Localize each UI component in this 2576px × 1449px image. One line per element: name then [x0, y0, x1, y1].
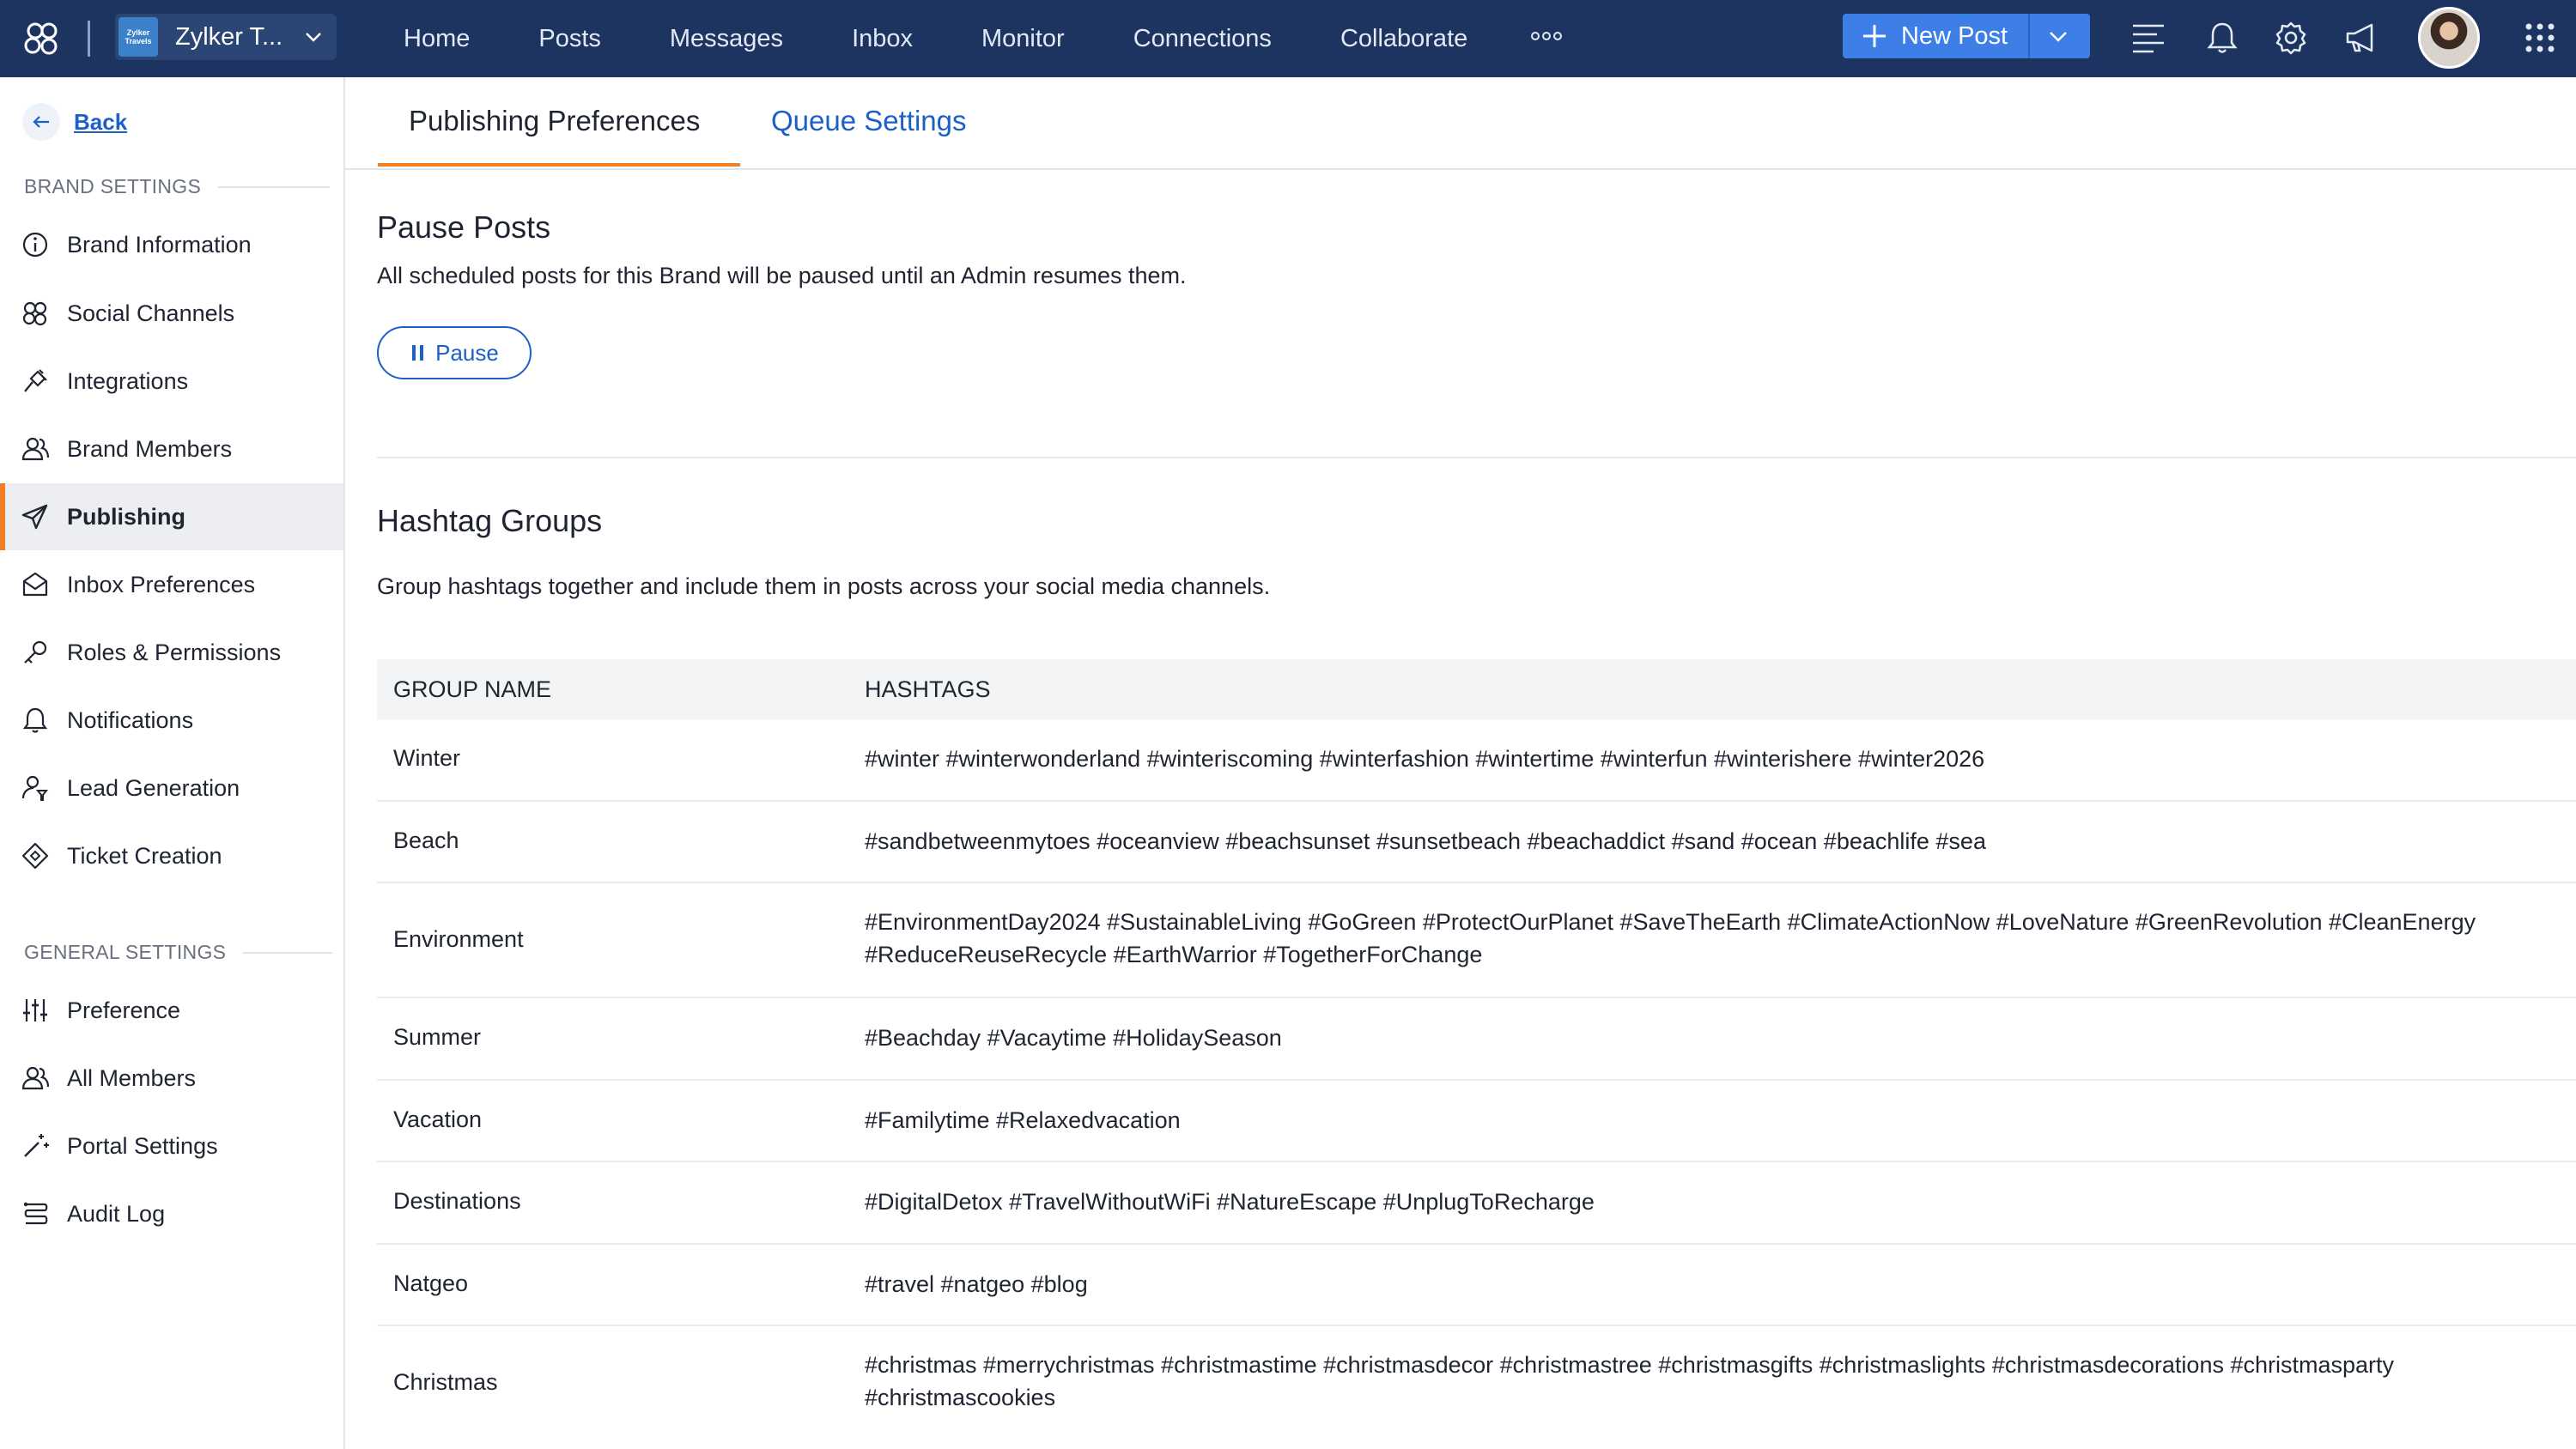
sidebar-item-label: Audit Log — [67, 1200, 166, 1227]
social-channels-icon — [21, 299, 50, 328]
pause-posts-description: All scheduled posts for this Brand will be paused until an Admin resumes them. — [377, 263, 1187, 288]
sidebar-item-notifications[interactable] — [0, 687, 343, 754]
gear-icon[interactable] — [2272, 19, 2310, 57]
brand-logo — [118, 17, 158, 57]
nav-home[interactable]: Home — [404, 24, 471, 52]
nav-collaborate[interactable]: Collaborate — [1340, 24, 1468, 52]
ticket-icon — [21, 841, 50, 870]
sliders-icon — [21, 996, 50, 1025]
group-name: Christmas — [393, 1369, 498, 1395]
sidebar-item-integrations[interactable] — [0, 348, 343, 415]
group-hashtags: #Familytime #Relaxedvacation — [865, 1107, 1181, 1133]
sidebar-item-brand-information[interactable] — [0, 211, 343, 278]
group-name: Environment — [393, 926, 524, 952]
bell-icon[interactable] — [2203, 19, 2241, 57]
sidebar-item-label: Lead Generation — [67, 774, 240, 801]
new-post-dropdown-icon[interactable] — [2047, 26, 2069, 48]
group-hashtags: #sandbetweenmytoes #oceanview #beachsunset #sunsetbeach #beachaddict #sand #ocean #beachlife #sea — [865, 828, 1986, 854]
group-name: Beach — [393, 828, 459, 853]
sidebar-item-label: Preference — [67, 997, 181, 1023]
sidebar-item-label: All Members — [67, 1064, 197, 1091]
group-name: Natgeo — [393, 1270, 469, 1296]
brand-name: Zylker T... — [175, 22, 283, 51]
sidebar-item-roles-permissions[interactable] — [0, 619, 343, 686]
sidebar-item-label: Portal Settings — [67, 1132, 218, 1159]
sidebar-item-social-channels[interactable] — [0, 280, 343, 347]
app-logo-icon[interactable] — [21, 17, 64, 60]
tab-publishing-preferences[interactable]: Publishing Preferences — [409, 105, 701, 136]
bell-icon — [21, 706, 50, 735]
brand-settings-label: BRAND SETTINGS — [24, 175, 202, 197]
pause-label: Pause — [435, 339, 499, 366]
sidebar-item-brand-members[interactable] — [0, 415, 343, 482]
sidebar-item-label: Social Channels — [67, 300, 235, 326]
sidebar-item-all-members[interactable] — [0, 1045, 343, 1112]
nav-connections[interactable]: Connections — [1133, 24, 1272, 52]
sidebar-item-lead-generation[interactable] — [0, 755, 343, 822]
general-settings-heading — [24, 941, 332, 964]
sidebar-item-label: Inbox Preferences — [67, 571, 256, 597]
table-row[interactable] — [377, 1245, 2576, 1326]
top-bar — [0, 0, 2576, 77]
sidebar-item-label: Integrations — [67, 367, 189, 394]
members-icon — [21, 1064, 50, 1093]
paper-plane-icon — [21, 502, 50, 531]
section-line — [243, 952, 332, 954]
arrow-left-icon — [22, 103, 60, 141]
column-hashtags: HASHTAGS — [865, 676, 991, 702]
section-divider — [377, 457, 2576, 458]
sidebar-item-label: Ticket Creation — [67, 842, 222, 869]
group-hashtags: #Beachday #Vacaytime #HolidaySeason — [865, 1025, 1282, 1051]
info-icon — [21, 230, 50, 259]
new-post-divider — [2028, 14, 2030, 58]
megaphone-icon[interactable] — [2342, 19, 2380, 57]
topbar-divider — [88, 21, 90, 57]
group-hashtags: #DigitalDetox #TravelWithoutWiFi #NatureEscape #UnplugToRecharge — [865, 1189, 1595, 1215]
group-name: Destinations — [393, 1188, 521, 1214]
magic-wand-icon — [21, 1131, 50, 1161]
table-header — [377, 659, 2576, 719]
hashtag-groups-description: Group hashtags together and include them in posts across your social media channels. — [377, 573, 1271, 599]
envelope-icon — [21, 570, 50, 599]
settings-tabs — [345, 77, 2576, 170]
sidebar-item-ticket-creation[interactable] — [0, 822, 343, 889]
table-row[interactable] — [377, 1326, 2576, 1441]
main-nav — [404, 0, 1536, 77]
nav-messages[interactable]: Messages — [669, 24, 784, 52]
new-post-button[interactable] — [1843, 14, 2090, 58]
table-row[interactable] — [377, 1081, 2576, 1162]
lead-icon — [21, 773, 50, 803]
group-hashtags: #christmas #merrychristmas #christmastime #christmasdecor #christmastree #christmasgifts #christmaslights #christmasdecorations #christmasparty #christmascookies — [865, 1352, 2395, 1410]
active-tab-indicator — [378, 163, 740, 167]
group-hashtags: #travel #natgeo #blog — [865, 1271, 1088, 1297]
hashtag-groups-title: Hashtag Groups — [377, 503, 603, 538]
brand-logo-line1: Zylker — [126, 28, 150, 37]
group-hashtags: #winter #winterwonderland #winteriscoming #winterfashion #wintertime #winterfun #winterishere #winter2026 — [865, 746, 1985, 772]
settings-sidebar — [0, 77, 345, 1449]
table-row[interactable] — [377, 802, 2576, 883]
sidebar-item-portal-settings[interactable] — [0, 1113, 343, 1179]
app-grid-icon[interactable] — [2521, 19, 2559, 57]
brand-switcher[interactable] — [115, 14, 337, 60]
sidebar-item-label: Brand Information — [67, 231, 252, 258]
audit-log-icon — [21, 1199, 50, 1228]
group-name: Winter — [393, 745, 461, 771]
new-post-label: New Post — [1901, 21, 2008, 50]
pause-button[interactable] — [377, 326, 532, 379]
group-hashtags: #EnvironmentDay2024 #SustainableLiving #GoGreen #ProtectOurPlanet #SaveTheEarth #ClimateActionNow #LoveNature #GreenRevolution #CleanEnergy #ReduceReuseRecycle #EarthWarrior #TogetherForChange — [865, 909, 2476, 967]
brand-logo-line2: Travels — [125, 37, 152, 45]
brand-settings-heading — [24, 175, 330, 198]
back-link[interactable] — [22, 103, 127, 141]
pause-posts-title: Pause Posts — [377, 209, 551, 245]
tab-queue-settings[interactable]: Queue Settings — [771, 105, 967, 136]
user-avatar[interactable] — [2418, 7, 2480, 69]
plus-icon — [1860, 21, 1889, 51]
members-icon — [21, 434, 50, 464]
sidebar-item-label: Notifications — [67, 706, 194, 733]
nav-posts[interactable]: Posts — [538, 24, 601, 52]
sidebar-item-label: Brand Members — [67, 435, 233, 462]
nav-monitor[interactable]: Monitor — [981, 24, 1065, 52]
group-name: Vacation — [393, 1106, 483, 1132]
sidebar-item-label: Roles & Permissions — [67, 639, 282, 665]
column-group-name: GROUP NAME — [393, 676, 552, 702]
back-label: Back — [74, 108, 128, 135]
table-row[interactable] — [377, 883, 2576, 998]
pause-icon — [410, 343, 427, 362]
more-options-icon[interactable] — [1530, 27, 1563, 45]
key-icon — [21, 638, 50, 667]
sidebar-item-inbox-preferences[interactable] — [0, 551, 343, 618]
group-name: Summer — [393, 1024, 482, 1050]
nav-inbox[interactable]: Inbox — [852, 24, 914, 52]
table-row[interactable] — [377, 1162, 2576, 1245]
sidebar-item-audit-log[interactable] — [0, 1180, 343, 1247]
sidebar-item-label: Publishing — [67, 503, 185, 530]
sidebar-item-preference[interactable] — [0, 977, 343, 1044]
menu-lines-icon[interactable] — [2129, 19, 2167, 57]
table-row[interactable] — [377, 998, 2576, 1081]
plug-icon — [21, 367, 50, 396]
table-row[interactable] — [377, 719, 2576, 802]
general-settings-label: GENERAL SETTINGS — [24, 941, 227, 963]
section-line — [218, 186, 330, 188]
sidebar-item-publishing[interactable] — [0, 483, 343, 550]
hashtag-groups-table — [377, 659, 2576, 1410]
chevron-down-icon — [304, 27, 323, 46]
